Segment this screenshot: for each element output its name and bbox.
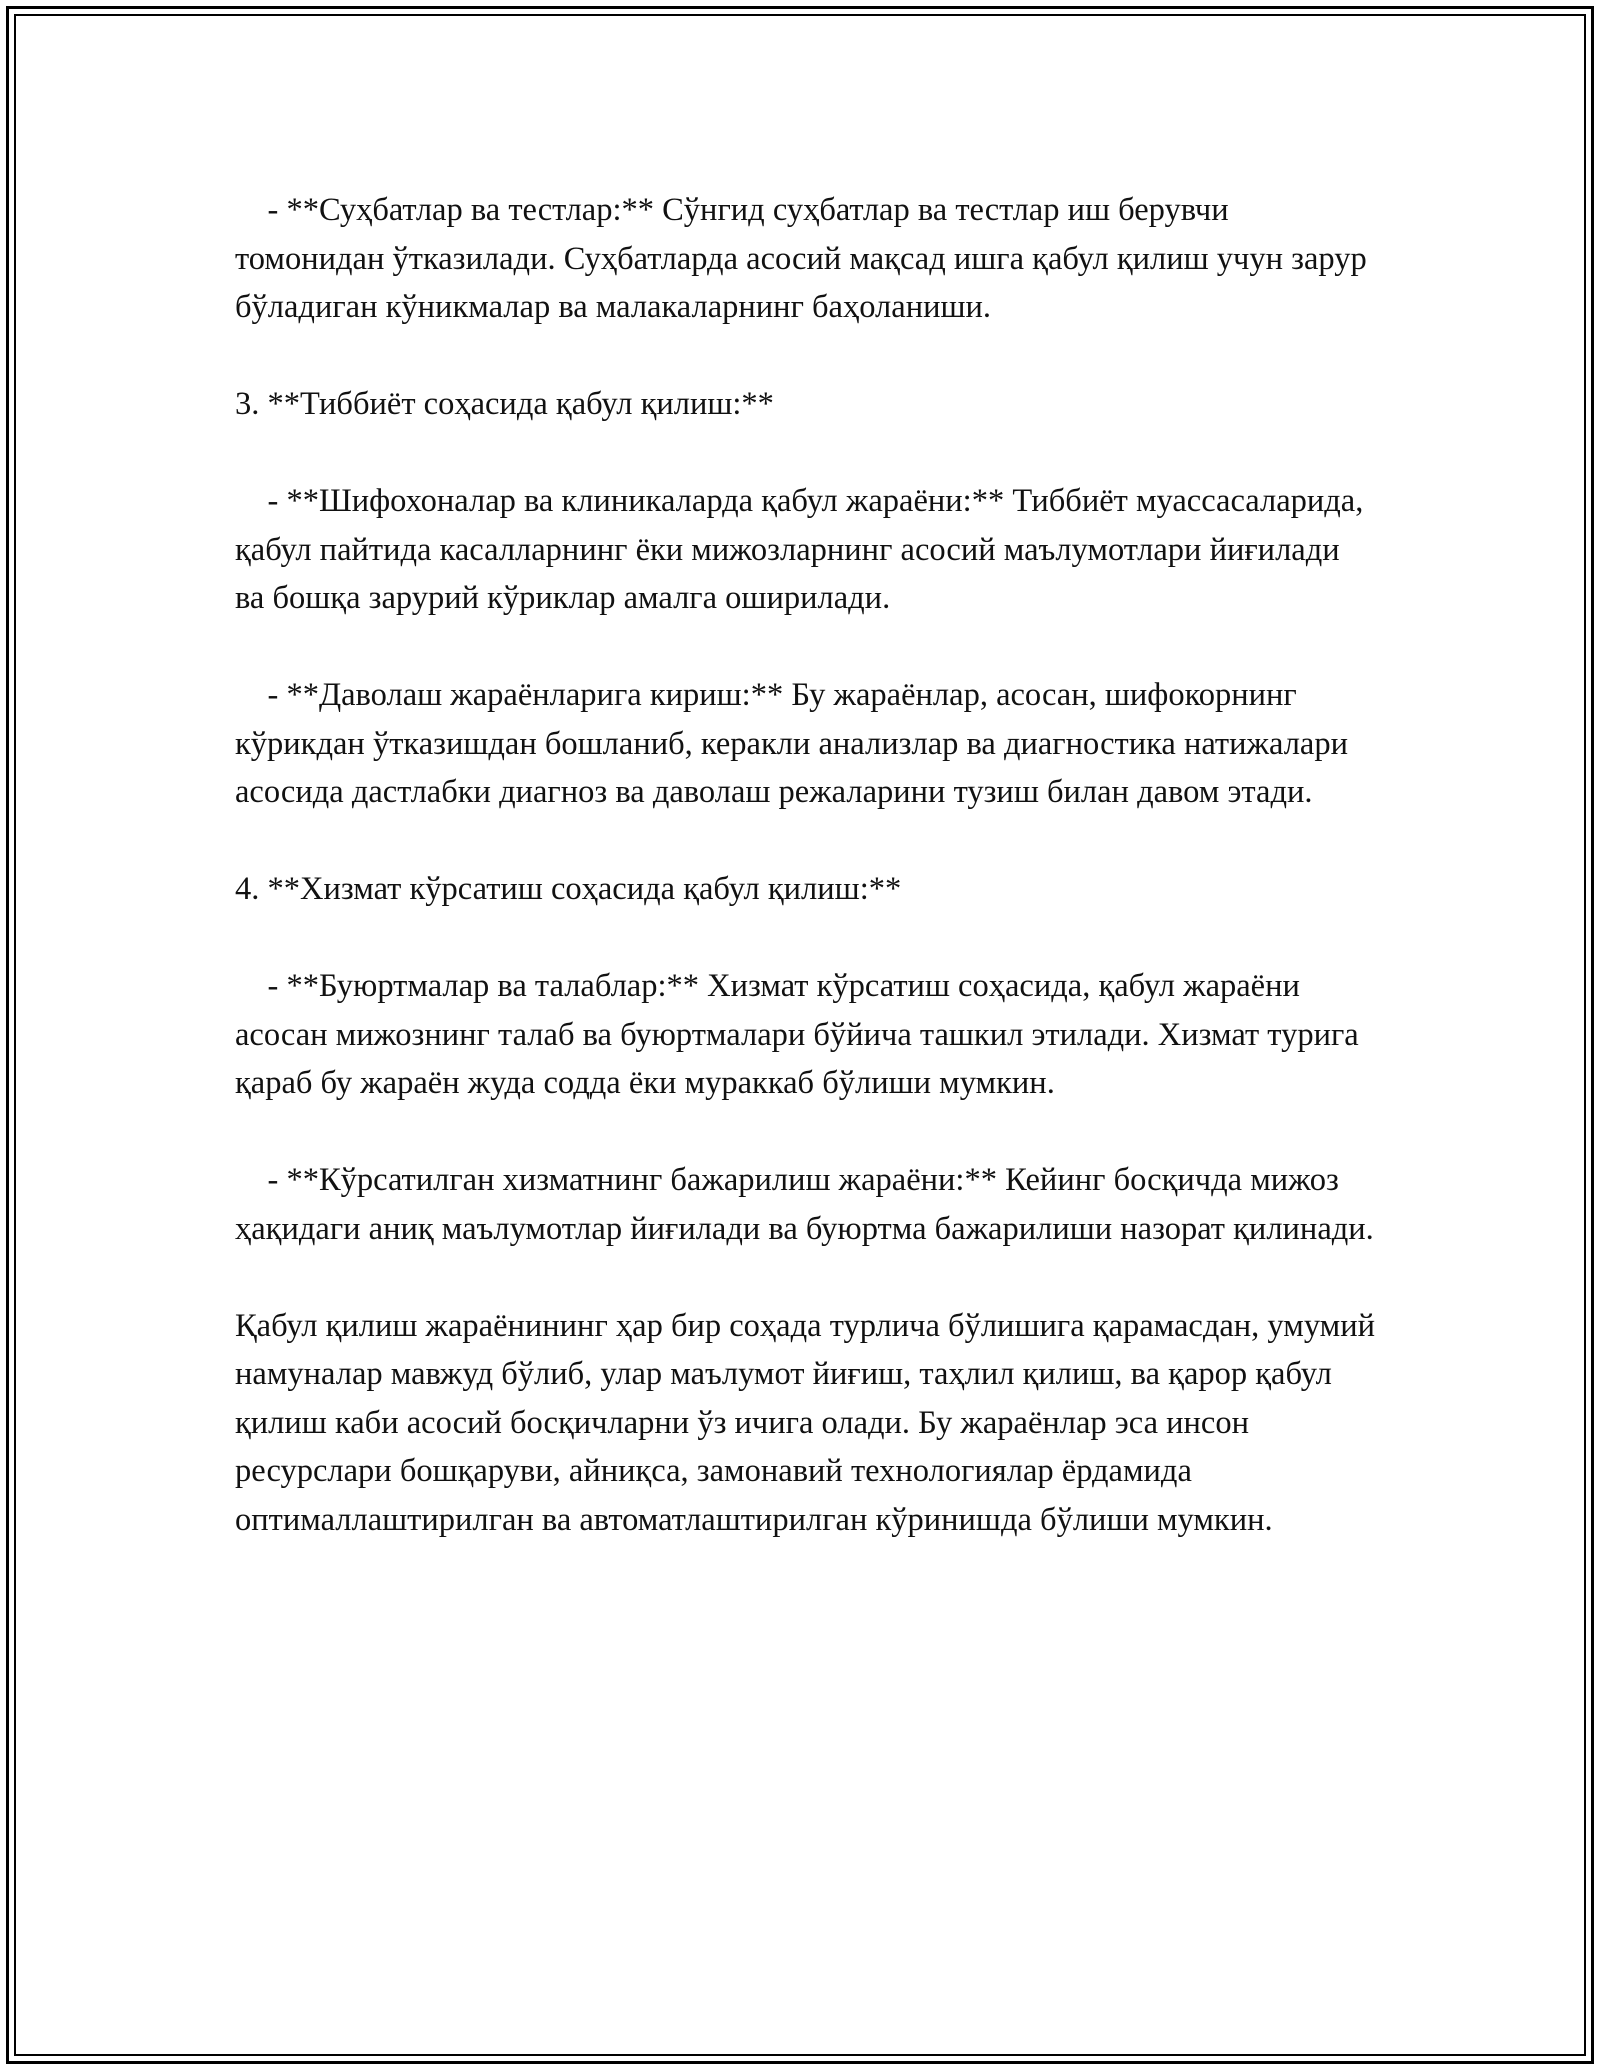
paragraph-hospital-admission: - **Шифохоналар ва клиникаларда қабул жараёни:** Тиббиёт муассасаларида, қабул пайтида касалларнинг ёки мижозларнинг асосий маълумотлари йиғилади ва бошқа зарурий кўриклар амалга оширилади. <box>235 483 1372 616</box>
document-body <box>235 186 1384 1544</box>
paragraph-service-execution: - **Кўрсатилган хизматнинг бажарилиш жараёни:** Кейинг босқичда мижоз ҳақидаги аниқ маълумотлар йиғилади ва буюртма бажарилиши назорат қилинади. <box>235 1162 1374 1247</box>
paragraph-conclusion: Қабул қилиш жараёнининг ҳар бир соҳада турлича бўлишига қарамасдан, умумий намуналар мавжуд бўлиб, улар маълумот йиғиш, таҳлил қилиш, ва қарор қабул қилиш каби асосий босқичларни ўз ичига олади. Бу жараёнлар эса инсон ресурслари бошқаруви, айниқса, замонавий технологиялар ёрдамида оптималлаштирилган ва автоматлаштирилган кўринишда бўлиши мумкин. <box>235 1307 1384 1538</box>
paragraph-treatment-process: - **Даволаш жараёнларига кириш:** Бу жараёнлар, асосан, шифокорнинг кўрикдан ўтказишдан бошланиб, керакли анализлар ва диагностика натижалари асосида дастлабки диагноз ва даволаш режаларини тузиш билан давом этади. <box>235 677 1357 810</box>
heading-service-admission: 4. **Хизмат кўрсатиш соҳасида қабул қилиш:** <box>235 871 902 907</box>
paragraph-orders-requirements: - **Буюртмалар ва талаблар:** Хизмат кўрсатиш соҳасида, қабул жараёни асосан мижознинг талаб ва буюртмалари бўйича ташкил этилади. Хизмат турига қараб бу жараён жуда содда ёки мураккаб бўлиши мумкин. <box>235 968 1367 1101</box>
paragraph-interviews-tests: - **Суҳбатлар ва тестлар:** Сўнгид суҳбатлар ва тестлар иш берувчи томонидан ўтказилади. Суҳбатларда асосий мақсад ишга қабул қилиш учун зарур бўладиган кўникмалар ва малакаларнинг баҳоланиши. <box>235 192 1375 325</box>
heading-medical-admission: 3. **Тиббиёт соҳасида қабул қилиш:** <box>235 386 774 422</box>
